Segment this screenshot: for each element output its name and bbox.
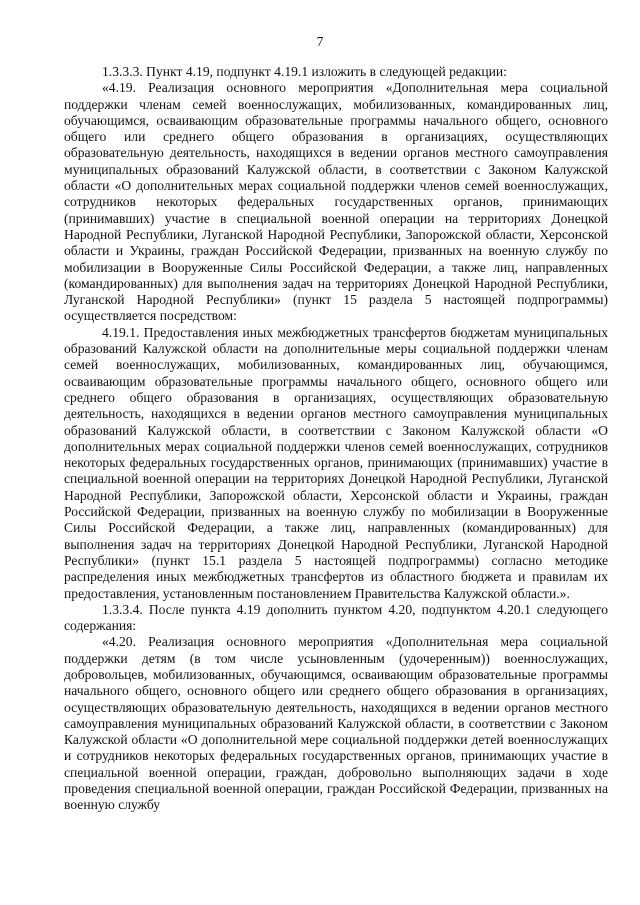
paragraph-4-19: «4.19. Реализация основного мероприятия «Дополнительная мера социальной поддержки членам семей военнослужащих, мобилизованных, командированных лиц, обучающимся, осваивающим образовательные программы начального общего, основного общего или среднего общего образования в организациях, осуществляющих образовательную деятельность, находящихся в ведении органов местного самоуправления муниципальных образований Калужской области, в соответствии с Законом Калужской области «О дополнительных мерах социальной поддержки членов семей военнослужащих, сотрудников некоторых федеральных государственных органов, принимающих (принимавших) участие в специальной военной операции на территориях Донецкой Народной Республики, Луганской Народной Республики, Запорожской области, Херсонской области и Украины, граждан Российской Федерации, призванных на военную службу по мобилизации в Вооруженные Силы Российской Федерации, а также лиц, направленных (командированных) для выполнения задач на территориях Донецкой Народной Республики, Луганской Народной Республики» (пункт 15 раздела 5 настоящей подпрограммы) осуществляется посредством:	[64, 80, 608, 324]
paragraph-1-3-3-3: 1.3.3.3. Пункт 4.19, подпункт 4.19.1 изложить в следующей редакции:	[102, 64, 507, 79]
page-number: 7	[316, 34, 324, 49]
paragraph-4-20: «4.20. Реализация основного мероприятия «Дополнительная мера социальной поддержки детям (в том числе усыновленным (удочеренным)) военнослужащих, добровольцев, мобилизованных, обучающимся, осваивающим образовательные программы начального общего, основного общего или среднего общего образования в организациях, осуществляющих образовательную деятельность, находящихся в ведении органов местного самоуправления муниципальных образований Калужской области, в соответствии с Законом Калужской области «О дополнительной мере социальной поддержки детей военнослужащих и сотрудников некоторых федеральных государственных органов, принимающих участие в специальной военной операции, граждан, добровольно выполняющих задачи в ходе проведения специальной военной операции, граждан Российской Федерации, призванных на военную службу	[64, 634, 608, 813]
paragraph-4-19-1: 4.19.1. Предоставления иных межбюджетных трансфертов бюджетам муниципальных образований Калужской области на дополнительные меры социальной поддержки членам семей военнослужащих, мобилизованных, командированных лиц, обучающимся, осваивающим образовательные программы начального общего, основного общего или среднего общего образования в организациях, осуществляющих образовательную деятельность, находящихся в ведении органов местного самоуправления муниципальных образований Калужской области, в соответствии с Законом Калужской области «О дополнительных мерах социальной поддержки членов семей военнослужащих, сотрудников некоторых федеральных государственных органов, принимающих (принимавших) участие в специальной военной операции на территориях Донецкой Народной Республики, Луганской Народной Республики, Запорожской области, Херсонской области и Украины, граждан Российской Федерации, призванных на военную службу по мобилизации в Вооруженные Силы Российской Федерации, а также лиц, направленных (командированных) для выполнения задач на территориях Донецкой Народной Республики, Луганской Народной Республики» (пункт 15.1 раздела 5 настоящей подпрограммы) согласно методике распределения иных межбюджетных трансфертов из областного бюджета и правилам их предоставления, установленным постановлением Правительства Калужской области.».	[64, 324, 608, 601]
paragraph-1-3-3-4: 1.3.3.4. После пункта 4.19 дополнить пунктом 4.20, подпунктом 4.20.1 следующего содержания:	[64, 601, 608, 634]
document-body	[64, 64, 608, 814]
